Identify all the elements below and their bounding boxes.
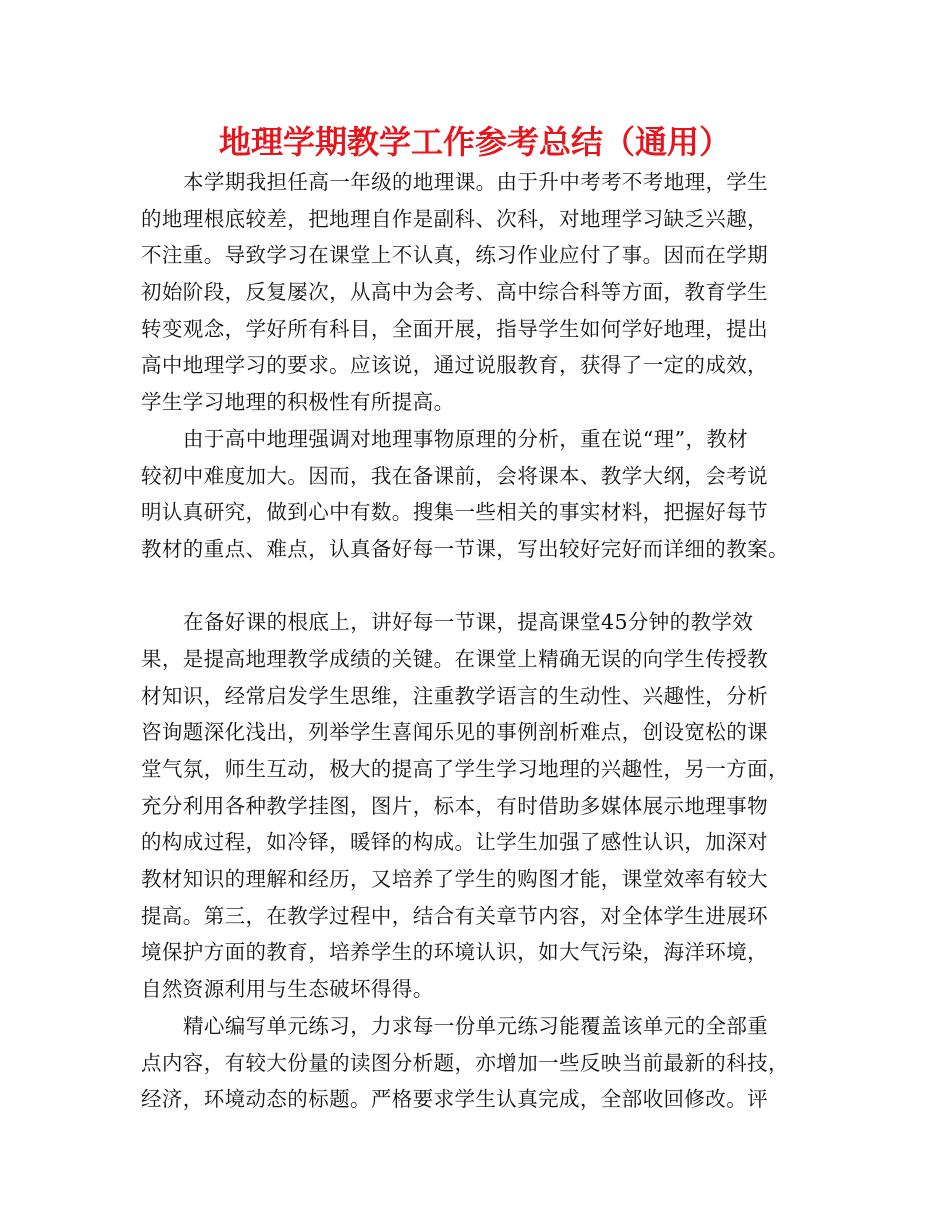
paragraph-line: 高中地理学习的要求。应该说，通过说服教育，获得了一定的成效， bbox=[141, 353, 768, 378]
paragraph-line: 本学期我担任高一年级的地理课。由于升中考考不考地理，学生 bbox=[183, 170, 769, 194]
paragraph-line: 咨询题深化浅出，列举学生喜闻乐见的事例剖析难点，创设宽松的课 bbox=[141, 720, 768, 745]
document-title: 地理学期教学工作参考总结（通用） bbox=[218, 123, 731, 161]
paragraph-line: 初始阶段，反复屡次，从高中为会考、高中综合科等方面，教育学生 bbox=[141, 280, 768, 305]
paragraph-line: 教材的重点、难点，认真备好每一节课，写出较好完好而详细的教案。 bbox=[141, 536, 789, 561]
document-body bbox=[141, 164, 831, 1118]
paragraph-line: 提高。第三，在教学过程中，结合有关章节内容，对全体学生进展环 bbox=[141, 903, 768, 928]
paragraph-line: 转变观念，学好所有科目，全面开展，指导学生如何学好地理，提出 bbox=[141, 316, 768, 341]
paragraph-line: 学生学习地理的积极性有所提高。 bbox=[141, 390, 455, 415]
paragraph-line: 明认真研究，做到心中有数。搜集一些相关的事实材料，把握好每节 bbox=[141, 500, 768, 525]
paragraph-gap bbox=[141, 568, 831, 605]
paragraph-line: 不注重。导致学习在课堂上不认真，练习作业应付了事。因而在学期 bbox=[141, 243, 768, 268]
paragraph-line: 境保护方面的教育，培养学生的环境认识，如大气污染，海洋环境， bbox=[141, 940, 768, 965]
paragraph-line: 堂气氛，师生互动，极大的提高了学生学习地理的兴趣性，另一方面， bbox=[141, 757, 789, 781]
paragraph-line: 自然资源利用与生态破坏得得。 bbox=[141, 977, 434, 1002]
paragraph-line: 精心编写单元练习，力求每一份单元练习能覆盖该单元的全部重 bbox=[183, 1013, 769, 1038]
paragraph-line: 充分利用各种教学挂图，图片，标本，有时借助多媒体展示地理事物 bbox=[141, 793, 768, 818]
paragraph-line: 经济，环境动态的标题。严格要求学生认真完成，全部收回修改。评 bbox=[141, 1087, 768, 1112]
paragraph-line: 较初中难度加大。因而，我在备课前，会将课本、教学大纲，会考说 bbox=[141, 463, 768, 488]
paragraph-line: 由于高中地理强调对地理事物原理的分析，重在说“理”，教材 bbox=[183, 426, 749, 451]
paragraph-line: 的构成过程，如冷铎，暖铎的构成。让学生加强了感性认识，加深对 bbox=[141, 830, 768, 855]
paragraph-line: 点内容，有较大份量的读图分析题，亦增加一些反映当前最新的科技， bbox=[141, 1050, 789, 1075]
paragraph-line: 材知识，经常启发学生思维，注重教学语言的生动性、兴趣性，分析 bbox=[141, 683, 768, 708]
paragraph-line: 果，是提高地理教学成绩的关键。在课堂上精确无误的向学生传授教 bbox=[141, 646, 768, 671]
paragraph-line: 在备好课的根底上，讲好每一节课，提高课堂45分钟的教学效 bbox=[183, 610, 754, 635]
paragraph-line: 教材知识的理解和经历，又培养了学生的购图才能，课堂效率有较大 bbox=[141, 867, 768, 892]
paragraph-line: 的地理根底较差，把地理自作是副科、次科，对地理学习缺乏兴趣， bbox=[141, 206, 768, 231]
